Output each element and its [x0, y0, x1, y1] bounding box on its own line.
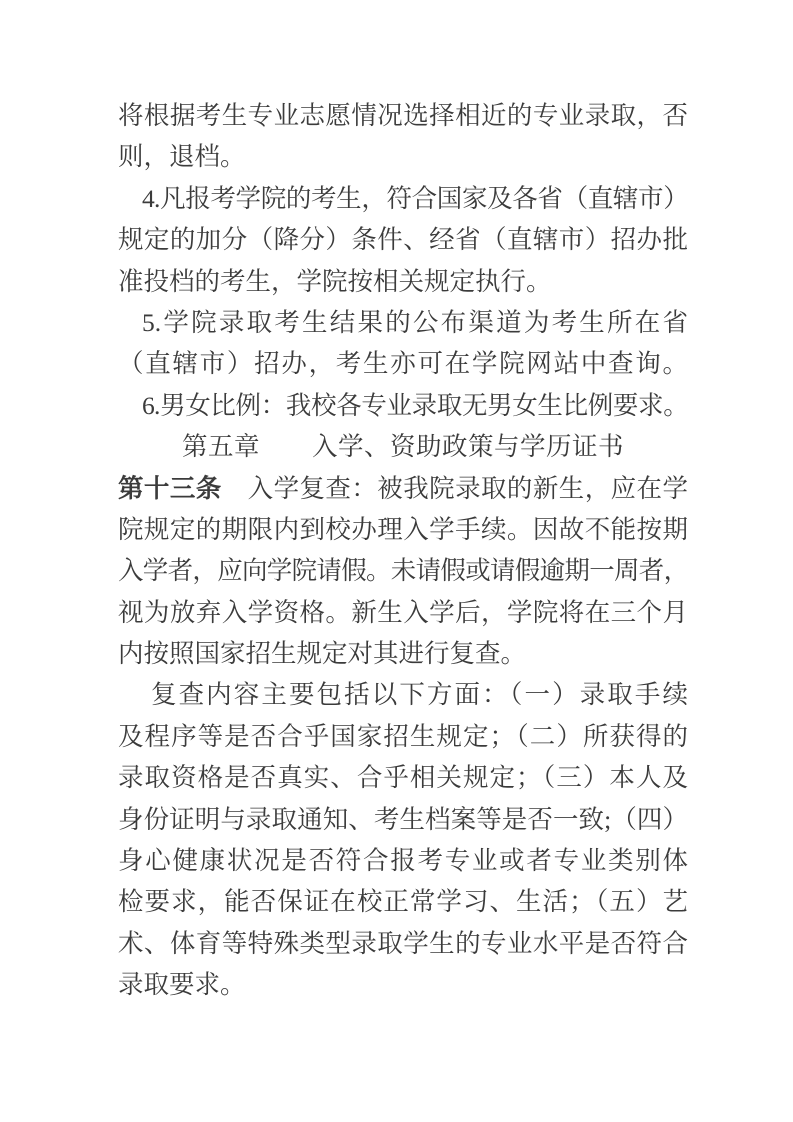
- body-line-item-6: 6.男女比例：我校各专业录取无男女生比例要求。: [142, 390, 688, 420]
- document-body: [118, 95, 688, 1006]
- body-line: 及程序等是否合乎国家招生规定；（二）所获得的: [118, 721, 688, 751]
- body-line: 身心健康状况是否符合报考专业或者专业类别体: [118, 846, 688, 876]
- body-line: （直辖市）招办，考生亦可在学院网站中查询。: [118, 349, 688, 379]
- body-line: 入学者，应向学院请假。未请假或请假逾期一周者，: [118, 556, 688, 586]
- body-line: 术、体育等特殊类型录取学生的专业水平是否符合: [118, 928, 688, 958]
- body-line: 院规定的期限内到校办理入学手续。因故不能按期: [118, 514, 688, 544]
- body-line: 检要求，能否保证在校正常学习、生活；（五）艺: [118, 887, 688, 917]
- body-line: 规定的加分（降分）条件、经省（直辖市）招办批: [118, 225, 688, 255]
- chapter-heading: 第五章 入学、资助政策与学历证书: [181, 432, 624, 462]
- body-line: 准投档的考生，学院按相关规定执行。: [118, 266, 552, 296]
- body-line: 则，退档。: [118, 142, 246, 172]
- body-line: 复查内容主要包括以下方面：（一）录取手续: [151, 680, 688, 710]
- body-line-item-5: 5.学院录取考生结果的公布渠道为考生所在省: [142, 307, 688, 337]
- body-line: 内按照国家招生规定对其进行复查。: [118, 639, 527, 669]
- body-line: 身份证明与录取通知、考生档案等是否一致;（四）: [118, 804, 688, 834]
- body-line: 录取要求。: [118, 970, 246, 1000]
- article-number: 第十三条: [118, 473, 222, 503]
- body-line-article-13: [118, 468, 688, 509]
- body-line: 视为放弃入学资格。新生入学后，学院将在三个月: [118, 597, 688, 627]
- body-line: 录取资格是否真实、合乎相关规定；（三）本人及: [118, 763, 688, 793]
- body-line-item-4: 4.凡报考学院的考生，符合国家及各省（直辖市）: [142, 183, 688, 213]
- article-text: 入学复查：被我院录取的新生，应在学: [221, 473, 688, 503]
- body-line: 将根据考生专业志愿情况选择相近的专业录取，否: [118, 101, 688, 130]
